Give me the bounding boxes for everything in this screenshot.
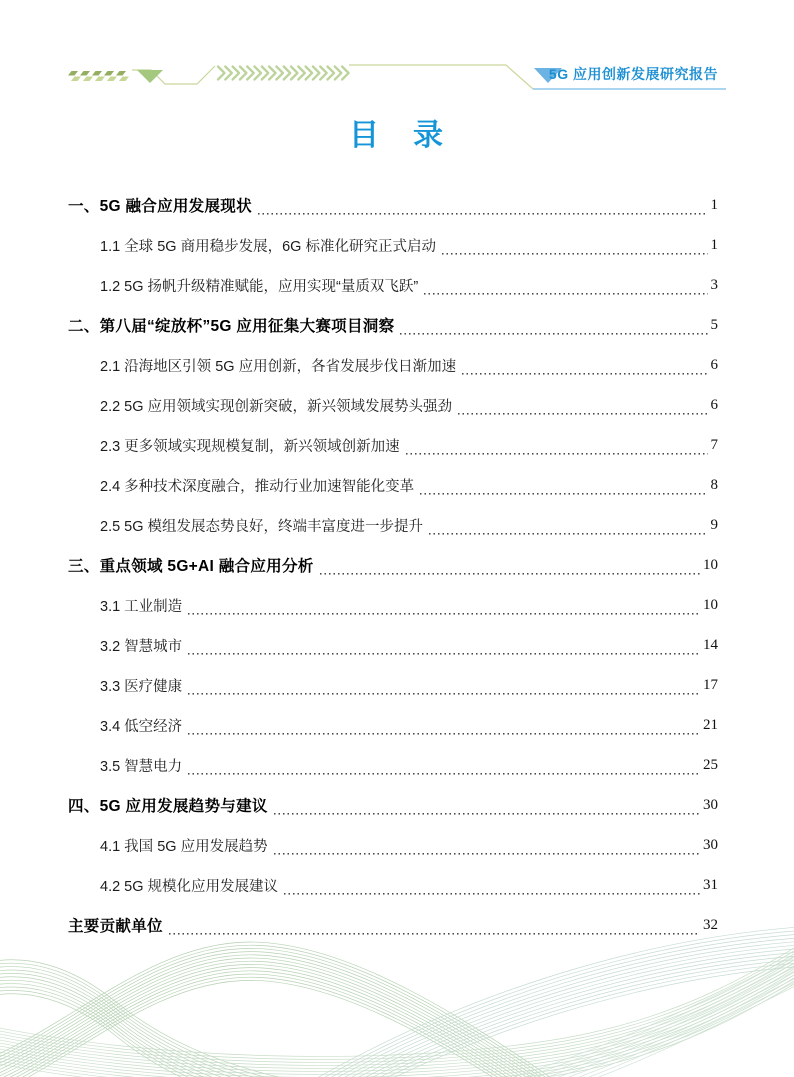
toc-row bbox=[68, 265, 718, 305]
toc-dot-leader bbox=[274, 799, 700, 815]
toc-entry-label: 主要贡献单位 bbox=[68, 918, 163, 935]
toc-page-number: 6 bbox=[710, 356, 718, 373]
report-title: 5G 应用创新发展研究报告 bbox=[548, 66, 718, 82]
toc-dot-leader bbox=[258, 199, 708, 215]
toc-row bbox=[68, 825, 718, 865]
toc-list bbox=[68, 185, 718, 945]
toc-dot-leader bbox=[424, 279, 707, 295]
toc-page-number: 6 bbox=[710, 396, 718, 413]
toc-entry-label: 四、5G 应用发展趋势与建议 bbox=[68, 798, 268, 815]
toc-row bbox=[68, 385, 718, 425]
toc-page-number: 17 bbox=[703, 676, 718, 693]
toc-row bbox=[68, 225, 718, 265]
dash-pattern-icon bbox=[71, 77, 129, 82]
toc-dot-leader bbox=[188, 719, 700, 735]
toc-dot-leader bbox=[458, 399, 707, 415]
toc-page-number: 31 bbox=[703, 876, 718, 893]
toc-page-number: 5 bbox=[710, 316, 718, 333]
toc-entry-label: 3.4 低空经济 bbox=[100, 718, 183, 735]
toc-dot-leader bbox=[188, 639, 700, 655]
toc-row bbox=[68, 665, 718, 705]
toc-dot-leader bbox=[442, 239, 708, 255]
toc-row bbox=[68, 505, 718, 545]
toc-dot-leader bbox=[284, 879, 700, 895]
toc-dot-leader bbox=[429, 519, 707, 535]
toc-dot-leader bbox=[188, 679, 700, 695]
toc-row bbox=[68, 745, 718, 785]
toc-dot-leader bbox=[420, 479, 707, 495]
toc-entry-label: 三、重点领域 5G+AI 融合应用分析 bbox=[68, 558, 314, 575]
toc-page-number: 7 bbox=[710, 436, 718, 453]
toc-page-number: 14 bbox=[703, 636, 718, 653]
toc-page-number: 30 bbox=[703, 796, 718, 813]
toc-row bbox=[68, 705, 718, 745]
toc-row bbox=[68, 585, 718, 625]
toc-page-number: 32 bbox=[703, 916, 718, 933]
toc-entry-label: 2.5 5G 模组发展态势良好，终端丰富度进一步提升 bbox=[100, 518, 424, 535]
toc-row bbox=[68, 185, 718, 225]
toc-dot-leader bbox=[406, 439, 708, 455]
toc-page-number: 8 bbox=[710, 476, 718, 493]
toc-page-number: 3 bbox=[710, 276, 718, 293]
toc-entry-label: 2.1 沿海地区引领 5G 应用创新，各省发展步伐日渐加速 bbox=[100, 358, 457, 375]
toc-entry-label: 1.1 全球 5G 商用稳步发展，6G 标准化研究正式启动 bbox=[100, 238, 436, 255]
toc-dot-leader bbox=[188, 759, 700, 775]
toc-entry-label: 3.1 工业制造 bbox=[100, 598, 183, 615]
toc-entry-label: 2.2 5G 应用领域实现创新突破，新兴领域发展势头强劲 bbox=[100, 398, 453, 415]
toc-dot-leader bbox=[274, 839, 700, 855]
toc-dot-leader bbox=[188, 599, 700, 615]
toc-row bbox=[68, 785, 718, 825]
toc-row bbox=[68, 345, 718, 385]
chevron-pattern-icon bbox=[218, 67, 349, 80]
toc-entry-label: 3.5 智慧电力 bbox=[100, 758, 183, 775]
toc-page-number: 30 bbox=[703, 836, 718, 853]
toc-row bbox=[68, 465, 718, 505]
wave-decoration bbox=[0, 912, 794, 1077]
toc-page-number: 1 bbox=[710, 236, 718, 253]
toc-dot-leader bbox=[462, 359, 707, 375]
toc-page-number: 10 bbox=[703, 596, 718, 613]
toc-row bbox=[68, 865, 718, 905]
toc-entry-label: 2.4 多种技术深度融合，推动行业加速智能化变革 bbox=[100, 478, 415, 495]
toc-row bbox=[68, 305, 718, 345]
header-line-middle bbox=[349, 65, 533, 89]
toc-entry-label: 二、第八届“绽放杯”5G 应用征集大赛项目洞察 bbox=[68, 318, 395, 335]
toc-entry-label: 4.2 5G 规模化应用发展建议 bbox=[100, 878, 279, 895]
toc-entry-label: 3.3 医疗健康 bbox=[100, 678, 183, 695]
toc-entry-label: 3.2 智慧城市 bbox=[100, 638, 183, 655]
toc-page-number: 25 bbox=[703, 756, 718, 773]
toc-page-number: 21 bbox=[703, 716, 718, 733]
toc-entry-label: 1.2 5G 扬帆升级精准赋能，应用实现“量质双飞跃” bbox=[100, 278, 419, 295]
toc-page-number: 9 bbox=[710, 516, 718, 533]
toc-row bbox=[68, 625, 718, 665]
toc-page-number: 10 bbox=[703, 556, 718, 573]
toc-row bbox=[68, 545, 718, 585]
toc-entry-label: 4.1 我国 5G 应用发展趋势 bbox=[100, 838, 268, 855]
toc-entry-label: 一、5G 融合应用发展现状 bbox=[68, 198, 252, 215]
toc-entry-label: 2.3 更多领域实现规模复制，新兴领域创新加速 bbox=[100, 438, 400, 455]
toc-page-number: 1 bbox=[710, 196, 718, 213]
page-title: 目 录 bbox=[349, 119, 445, 152]
toc-dot-leader bbox=[400, 319, 707, 335]
green-triangle-icon bbox=[137, 70, 163, 83]
toc-row bbox=[68, 425, 718, 465]
toc-dot-leader bbox=[320, 559, 700, 575]
dash-pattern-icon bbox=[68, 71, 126, 76]
